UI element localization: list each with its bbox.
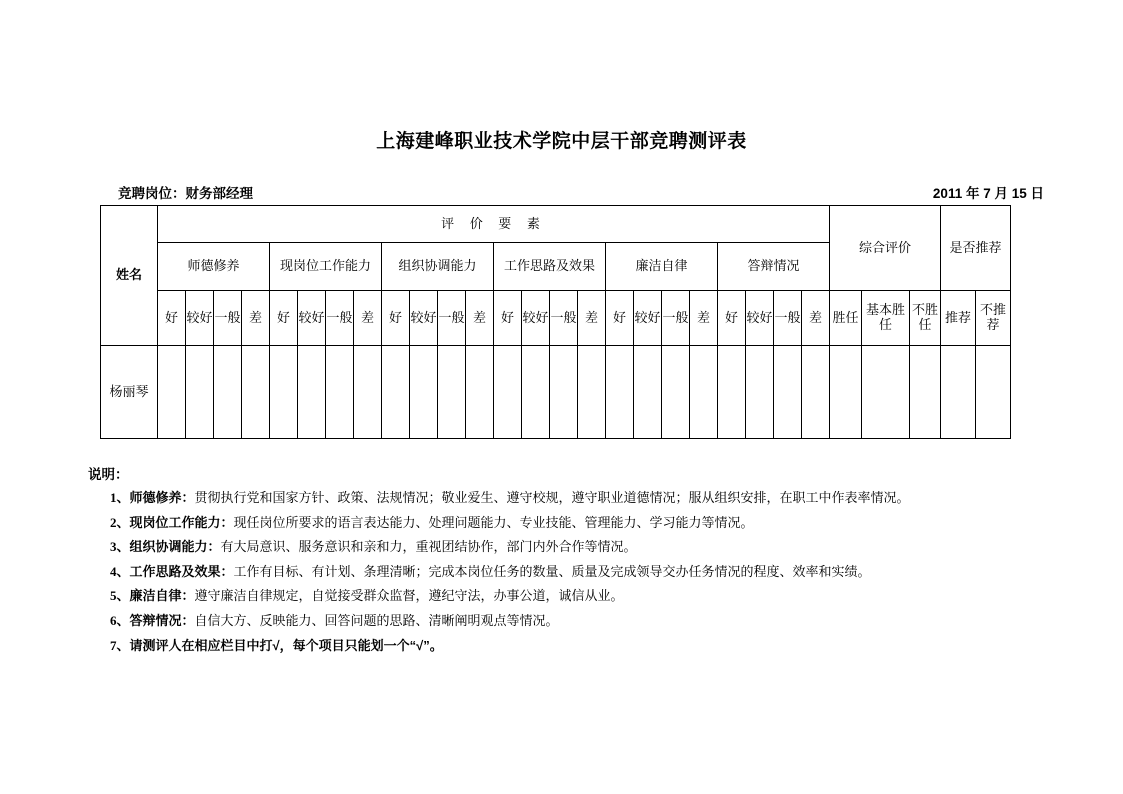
option-header-4-0: 好 <box>606 291 634 346</box>
rating-cell-3-3[interactable] <box>578 346 606 439</box>
header-name: 姓名 <box>101 206 158 346</box>
note-term-3: 组织协调能力： <box>129 539 221 555</box>
note-text-2: 现任岗位所要求的语言表达能力、处理问题能力、专业技能、管理能力、学习能力等情况。 <box>233 514 754 530</box>
notes-heading: 说明： <box>88 467 129 482</box>
option-header-2-1: 较好 <box>410 291 438 346</box>
note-item-1 <box>110 490 1088 506</box>
rating-cell-1-0[interactable] <box>270 346 298 439</box>
note-text-3: 有大局意识、服务意识和亲和力，重视团结协作，部门内外合作等情况。 <box>220 539 637 555</box>
overall-cell-0[interactable] <box>830 346 862 439</box>
option-header-1-3: 差 <box>354 291 382 346</box>
option-header-1-0: 好 <box>270 291 298 346</box>
recommend-option-0: 推荐 <box>941 291 976 346</box>
option-header-3-3: 差 <box>578 291 606 346</box>
option-header-0-1: 较好 <box>186 291 214 346</box>
note-item-7 <box>110 638 1088 654</box>
rating-cell-4-0[interactable] <box>606 346 634 439</box>
recommend-cell-0[interactable] <box>941 346 976 439</box>
note-text-5: 遵守廉洁自律规定，自觉接受群众监督，遵纪守法，办事公道，诚信从业。 <box>194 588 624 604</box>
header-row-groups <box>101 206 1011 243</box>
note-text-6: 自信大方、反映能力、回答问题的思路、清晰阐明观点等情况。 <box>194 612 559 628</box>
note-term-5: 廉洁自律： <box>129 588 195 604</box>
note-index-2: 2、 <box>110 514 130 530</box>
option-header-4-1: 较好 <box>634 291 662 346</box>
note-item-6 <box>110 613 1088 629</box>
note-item-3 <box>110 539 1088 555</box>
category-header-2: 组织协调能力 <box>382 243 494 291</box>
note-index-7: 7、 <box>110 637 130 653</box>
category-header-0: 师德修养 <box>158 243 270 291</box>
rating-cell-5-3[interactable] <box>802 346 830 439</box>
note-index-4: 4、 <box>110 563 130 579</box>
rating-cell-1-2[interactable] <box>326 346 354 439</box>
option-header-5-2: 一般 <box>774 291 802 346</box>
rating-cell-0-1[interactable] <box>186 346 214 439</box>
note-term-2: 现岗位工作能力： <box>129 514 234 530</box>
option-header-3-2: 一般 <box>550 291 578 346</box>
overall-option-0: 胜任 <box>830 291 862 346</box>
note-index-3: 3、 <box>110 539 130 555</box>
category-header-4: 廉洁自律 <box>606 243 718 291</box>
note-index-5: 5、 <box>110 588 130 604</box>
rating-cell-5-1[interactable] <box>746 346 774 439</box>
note-item-4 <box>110 564 1088 580</box>
option-header-4-3: 差 <box>690 291 718 346</box>
table-row <box>101 346 1011 439</box>
option-header-5-0: 好 <box>718 291 746 346</box>
page-title: 上海建峰职业技术学院中层干部竞聘测评表 <box>376 131 747 152</box>
rating-cell-3-0[interactable] <box>494 346 522 439</box>
header-row-options <box>101 291 1011 346</box>
rating-cell-4-3[interactable] <box>690 346 718 439</box>
option-header-4-2: 一般 <box>662 291 690 346</box>
rating-cell-4-1[interactable] <box>634 346 662 439</box>
position-label: 竞聘岗位：财务部经理 <box>118 186 253 201</box>
overall-cell-2[interactable] <box>910 346 941 439</box>
rating-cell-2-0[interactable] <box>382 346 410 439</box>
evaluation-table <box>100 205 1011 439</box>
option-header-5-3: 差 <box>802 291 830 346</box>
note-item-2 <box>110 515 1088 531</box>
rating-cell-0-0[interactable] <box>158 346 186 439</box>
rating-cell-2-3[interactable] <box>466 346 494 439</box>
note-text-1: 贯彻执行党和国家方针、政策、法规情况；敬业爱生、遵守校规，遵守职业道德情况；服从组织安排，在职工中作表率情况。 <box>194 490 910 505</box>
rating-cell-2-2[interactable] <box>438 346 466 439</box>
rating-cell-3-2[interactable] <box>550 346 578 439</box>
meta-row <box>118 182 1044 202</box>
rating-cell-4-2[interactable] <box>662 346 690 439</box>
notes-section <box>88 463 1088 662</box>
overall-option-2: 不胜任 <box>910 291 941 346</box>
overall-cell-1[interactable] <box>862 346 910 439</box>
note-term-7: 请测评人在相应栏目中打√，每个项目只能划一个“√”。 <box>129 637 443 653</box>
overall-option-1: 基本胜任 <box>862 291 910 346</box>
option-header-0-0: 好 <box>158 291 186 346</box>
note-term-6: 答辩情况： <box>129 612 195 628</box>
option-header-5-1: 较好 <box>746 291 774 346</box>
rating-cell-5-0[interactable] <box>718 346 746 439</box>
option-header-2-0: 好 <box>382 291 410 346</box>
note-term-1: 师德修养： <box>129 490 195 505</box>
category-header-1: 现岗位工作能力 <box>270 243 382 291</box>
header-recommendation: 是否推荐 <box>941 206 1011 291</box>
option-header-1-2: 一般 <box>326 291 354 346</box>
recommend-cell-1[interactable] <box>976 346 1011 439</box>
note-index-1: 1、 <box>110 490 130 505</box>
category-header-3: 工作思路及效果 <box>494 243 606 291</box>
rating-cell-1-3[interactable] <box>354 346 382 439</box>
note-text-4: 工作有目标、有计划、条理清晰；完成本岗位任务的数量、质量及完成领导交办任务情况的程度、效率和实绩。 <box>233 563 871 579</box>
note-index-6: 6、 <box>110 612 130 628</box>
rating-cell-3-1[interactable] <box>522 346 550 439</box>
rating-cell-1-1[interactable] <box>298 346 326 439</box>
rating-cell-0-3[interactable] <box>242 346 270 439</box>
header-evaluation-elements: 评 价 要 素 <box>158 206 830 243</box>
date-label: 2011 年 7 月 15 日 <box>932 186 1044 201</box>
option-header-3-0: 好 <box>494 291 522 346</box>
option-header-2-2: 一般 <box>438 291 466 346</box>
rating-cell-2-1[interactable] <box>410 346 438 439</box>
option-header-2-3: 差 <box>466 291 494 346</box>
option-header-0-2: 一般 <box>214 291 242 346</box>
note-item-5 <box>110 588 1088 604</box>
option-header-3-1: 较好 <box>522 291 550 346</box>
row-name: 杨丽琴 <box>101 346 158 439</box>
category-header-5: 答辩情况 <box>718 243 830 291</box>
rating-cell-0-2[interactable] <box>214 346 242 439</box>
header-overall-evaluation: 综合评价 <box>830 206 941 291</box>
option-header-0-3: 差 <box>242 291 270 346</box>
option-header-1-1: 较好 <box>298 291 326 346</box>
rating-cell-5-2[interactable] <box>774 346 802 439</box>
recommend-option-1: 不推荐 <box>976 291 1011 346</box>
note-term-4: 工作思路及效果： <box>129 563 234 579</box>
